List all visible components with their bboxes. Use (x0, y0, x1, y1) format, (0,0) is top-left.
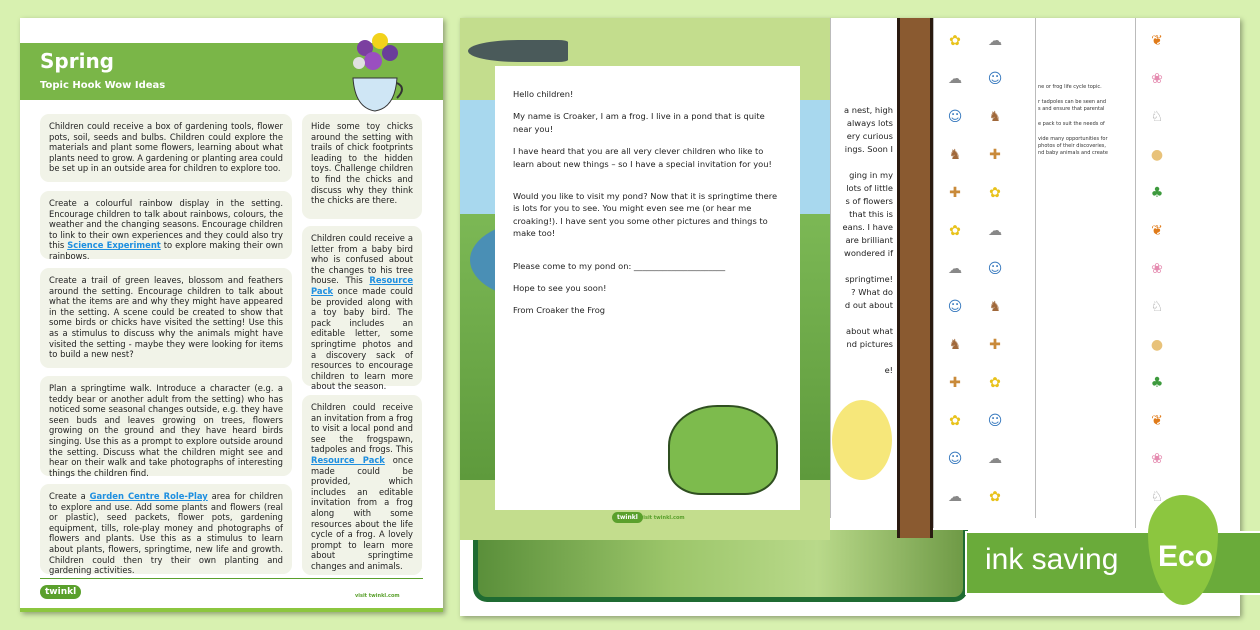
child-icon: ☺ (947, 109, 963, 125)
hot-cross-bun-icon: ✚ (949, 185, 961, 201)
lamb-icon: ♘ (1150, 489, 1164, 505)
idea-box (40, 191, 292, 259)
chick-egg-icon: ● (1150, 337, 1164, 353)
idea-text: once made could be provided, which includes an editable invitation from a frog along with some resources about the life cycle of a frog. A lovely prompt to learn more about springtime changes and animals. (311, 454, 413, 571)
bird-letter-line: a nest, high (843, 105, 893, 115)
bird-letter-line: that this is (849, 209, 893, 219)
header-band (20, 43, 443, 100)
letter-paragraph: I have heard that you are all very clever children who like to learn about new things – so I have a special invitation for you! (513, 146, 772, 169)
letter-paragraph: Hello children! (513, 89, 574, 99)
chick-illustration (832, 400, 892, 480)
calf-icon: ♞ (948, 147, 962, 163)
page-subtitle: Topic Hook Wow Ideas (40, 80, 166, 91)
page-title: Spring (40, 49, 114, 73)
idea-text: Create a (49, 491, 90, 501)
science-experiment-link[interactable]: Science Experiment (67, 240, 161, 251)
tadpole-illustration (468, 40, 568, 62)
butterfly-icon: ❦ (1151, 33, 1163, 49)
daffodil-icon: ✿ (989, 185, 1001, 201)
daffodil-icon: ✿ (989, 375, 1001, 391)
idea-box (40, 268, 292, 368)
bird-letter-line: e! (884, 365, 893, 375)
idea-text: Children could receive a letter from a baby bird who is confused about the changes to his tree house. This (311, 233, 413, 286)
hot-cross-bun-icon: ✚ (949, 375, 961, 391)
idea-text: Create a trail of green leaves, blossom and feathers around the setting. Encourage children to talk about what the items are and why they might have appeared in the setting. A scene could be created to show that some birds or chicks have visited the setting! Use this as a stimulus to discuss why the animals might have visited the setting - maybe they were looking for items to build a new nest? (49, 275, 283, 360)
notes-line: s and ensure that parental (1038, 106, 1105, 112)
idea-text: Children could receive an invitation from a frog to visit a local pond and see the frogspawn, tadpoles and frogs. This (311, 402, 413, 455)
bird-letter-line: are brilliant (845, 235, 893, 245)
blossom-icon: ❀ (1151, 451, 1163, 467)
visit-link[interactable]: visit twinkl.com (640, 515, 685, 521)
child-icon: ☺ (987, 413, 1003, 429)
bird-letter-line (831, 351, 893, 364)
rain-cloud-icon: ☁ (948, 71, 962, 87)
idea-text: Create a colourful rainbow display in the setting. Encourage children to talk about rainbows, colours, the weather and the changing seasons. Encourage children to link to their own experiences and they could also try this (49, 198, 283, 251)
calf-icon: ♞ (988, 299, 1002, 315)
visit-link[interactable]: visit twinkl.com (355, 593, 400, 599)
seedling-icon: ♣ (1150, 185, 1164, 201)
letter-paragraph: From Croaker the Frog (513, 305, 606, 316)
garden-centre-role-play-link[interactable]: Garden Centre Role-Play (89, 491, 208, 501)
bird-letter-line (831, 260, 893, 273)
rain-cloud-icon: ☁ (948, 489, 962, 505)
rain-cloud-icon: ☁ (988, 33, 1002, 49)
flower-cup-icon (345, 23, 407, 118)
ink-saving-label: ink saving (985, 543, 1119, 576)
lamb-icon: ♘ (1150, 109, 1164, 125)
resource-pack-link[interactable]: Resource Pack (311, 454, 385, 465)
twinkl-logo: twinkl (612, 512, 643, 523)
footer-divider (40, 578, 423, 579)
butterfly-icon: ❦ (1151, 223, 1163, 239)
notes-line: nd baby animals and create (1038, 150, 1108, 156)
hot-cross-bun-icon: ✚ (989, 337, 1001, 353)
bird-letter-line (831, 312, 893, 325)
bird-letter-line: wondered if (844, 248, 893, 258)
bird-letter-line: nd pictures (846, 339, 893, 349)
icon-page-1 (933, 18, 1035, 528)
chick-egg-icon: ● (1150, 147, 1164, 163)
notes-line: e pack to suit the needs of (1038, 121, 1105, 127)
bird-letter-line: d out about (844, 300, 893, 310)
idea-text: Children could receive a box of gardening tools, flower pots, soil, seeds and bulbs. Children could explore the materials and plant some flowers, learning about what plants need to grow. A gardening or planting area could be set up in an outside area for children to explore too. (49, 121, 283, 174)
rain-cloud-icon: ☁ (988, 451, 1002, 467)
bird-letter-line: about what (846, 326, 893, 336)
letter-paragraph: Would you like to visit my pond? Now that it is springtime there is lots for you to see. You might even see me (or hear me croaking!). I have sent you some other pictures and things to make too! (513, 191, 778, 239)
bird-letter-line: ery curious (846, 131, 893, 141)
daffodil-icon: ✿ (989, 489, 1001, 505)
idea-text: area for children to explore and use. Add some plants and flowers (real or plastic), seed packets, flower pots, gardening equipment, tills, role-play money and photographs of flowers and plants. Use this as a stimulus to learn about plants, flowers, springtime, new life and growth. Children could then try their own planting and gardening activities. (49, 491, 283, 576)
idea-box (40, 376, 292, 476)
idea-box (302, 114, 422, 219)
hot-cross-bun-icon: ✚ (989, 147, 1001, 163)
rain-cloud-icon: ☁ (948, 261, 962, 277)
notes-line: vide many opportunities for (1038, 136, 1108, 142)
idea-box (302, 226, 422, 392)
notes-line: ne or frog life cycle topic. (1038, 84, 1102, 90)
idea-box (40, 114, 292, 182)
daffodil-icon: ✿ (949, 223, 961, 239)
idea-box (40, 484, 292, 574)
bird-letter-line (831, 156, 893, 169)
idea-text: Plan a springtime walk. Introduce a character (e.g. a teddy bear or another adult from the setting) who has noticed some seasonal changes outside, e.g. they have seen buds and leaves growing on trees, flowers growing on the ground and they have heard birds singing. Use this as a prompt to explore outside around the setting. Discuss what the children might see and hear on their walk and take photographs of interesting things the children find. (49, 383, 283, 478)
child-icon: ☺ (987, 71, 1003, 87)
icon-page-2 (1135, 18, 1230, 528)
notes-line: r tadpoles can be seen and (1038, 99, 1107, 105)
calf-icon: ♞ (948, 337, 962, 353)
frog-illustration (668, 405, 778, 495)
bird-letter-line: springtime! (845, 274, 893, 284)
letter-paragraph: Please come to my pond on: ______________________ (513, 260, 726, 271)
daffodil-icon: ✿ (949, 33, 961, 49)
notes-text (1036, 18, 1135, 157)
bird-letter-line: lots of little (846, 183, 893, 193)
bird-letter-line: s of flowers (845, 196, 893, 206)
blossom-icon: ❀ (1151, 71, 1163, 87)
bird-letter-text (831, 18, 896, 377)
child-icon: ☺ (947, 299, 963, 315)
child-icon: ☺ (947, 451, 963, 467)
tree-illustration (897, 18, 933, 538)
letter-paragraph: Hope to see you soon! (513, 283, 607, 294)
lamb-icon: ♘ (1150, 299, 1164, 315)
idea-box (302, 395, 422, 575)
idea-text: once made could be provided along with a toy baby bird. The pack includes an editable letter, some springtime photos and a discovery sack of resources to encourage children to learn more about the season. (311, 285, 413, 392)
topic-hook-document (20, 18, 443, 612)
seedling-icon: ♣ (1150, 375, 1164, 391)
twinkl-logo: twinkl (40, 585, 81, 599)
blossom-icon: ❀ (1151, 261, 1163, 277)
child-icon: ☺ (987, 261, 1003, 277)
notes-line: photos of their discoveries, (1038, 143, 1106, 149)
bird-letter-line: ings. Soon I (844, 144, 893, 154)
resource-pack-link[interactable]: Resource Pack (311, 275, 413, 296)
rain-cloud-icon: ☁ (988, 223, 1002, 239)
eco-badge: Eco (1158, 540, 1214, 573)
letter-paragraph: My name is Croaker, I am a frog. I live in a pond that is quite near you! (513, 111, 765, 134)
idea-text: to explore making their own rainbows. (49, 240, 284, 261)
bird-letter-line: eans. I have (842, 222, 893, 232)
bird-letter-line: ging in my (849, 170, 893, 180)
butterfly-icon: ❦ (1151, 413, 1163, 429)
teacher-notes-page (1035, 18, 1135, 518)
calf-icon: ♞ (988, 109, 1002, 125)
bird-letter-line: ? What do (851, 287, 893, 297)
idea-text: Hide some toy chicks around the setting with trails of chick footprints leading to the hidden toys. Challenge children to find the chicks and discuss why they think the chicks are there. (311, 121, 413, 206)
photo-page (473, 530, 968, 602)
daffodil-icon: ✿ (949, 413, 961, 429)
bird-letter-line: always lots (846, 118, 893, 128)
